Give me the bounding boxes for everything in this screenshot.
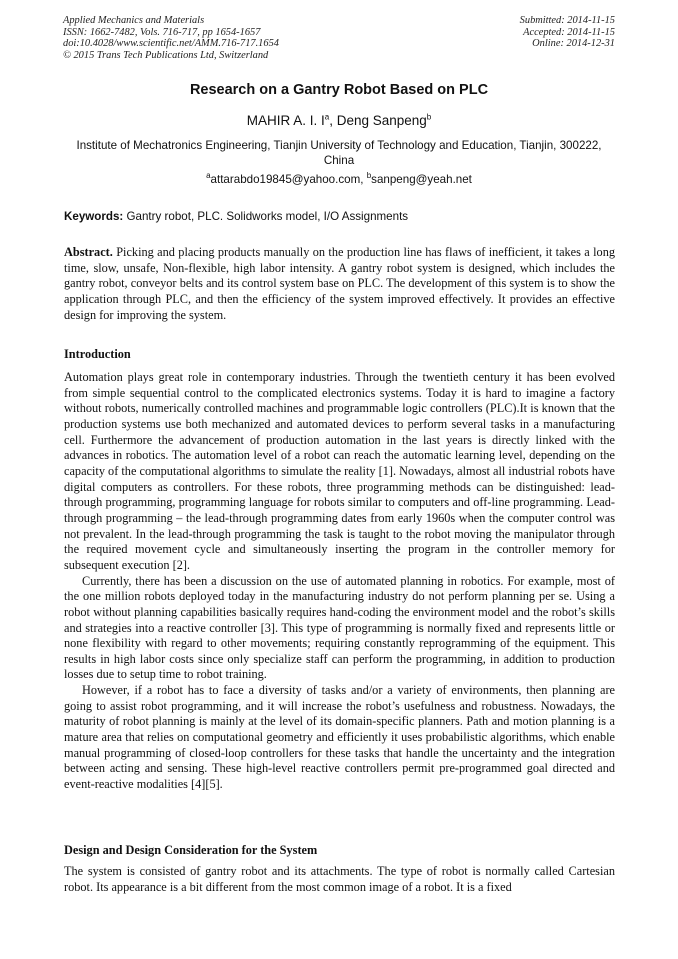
email-2-mark: b [366,171,372,181]
online-date: Online: 2014-12-31 [532,38,615,49]
section-heading-introduction: Introduction [64,347,131,361]
email-2: sanpeng@yeah.net [371,173,472,186]
keywords-label: Keywords: [64,210,124,223]
author-separator: , [329,113,337,128]
author-line [0,113,678,128]
intro-paragraph-2: Currently, there has been a discussion on the use of automated planning in robotics. For example, most of the one million robots deployed today in the manufacturing industry do not perform planning per se. Using a robot without planning capabilities basically requires hand-coding the environment model and the robot’s skills and strategies into a reactive controller [3]. This type of programming is normally fixed and represents little or none flexibility with regard to other movements; requiring constantly reprogramming of the equipment. This results in high labor costs since only specialize staff can perform the programming, in addition to production losses due to setup time to robot training. [64,573,615,682]
journal-name: Applied Mechanics and Materials [63,15,205,26]
section-heading-design: Design and Design Consideration for the System [64,843,318,857]
keywords [64,210,616,223]
intro-paragraph-3: However, if a robot has to face a diversity of tasks and/or a variety of environments, then planning are going to assist robot programming, and it will increase the robot’s usefulness and robustness. Nowadays, the maturity of robot planning is mainly at the level of its domain-specific planners. Path and motion planning is a mature area that relies on computational geometry and efficiently it uses probabilistic algorithms, which enable manual programming of closed-loop controllers for these tasks that handle the uncertainty and the integration between acting and sensing. These high-level reactive controllers permit pre-programmed goal directed and event-reactive modalities [4][5]. [64,683,615,792]
doi-line: doi:10.4028/www.scientific.net/AMM.716-717.1654 [63,38,279,49]
journal-header-right [520,15,615,50]
abstract-paragraph [64,245,615,323]
copyright-line: © 2015 Trans Tech Publications Ltd, Switzerland [63,49,269,61]
paper-title: Research on a Gantry Robot Based on PLC [189,82,489,98]
abstract-label: Abstract. [64,245,113,259]
email-1-mark: a [206,171,211,181]
author-1-affil-mark: a [324,112,330,122]
design-paragraph-1: The system is consisted of gantry robot and its attachments. The type of robot is normally called Cartesian robot. Its appearance is a bit different from the most common image of a robot. It is a fixed [64,864,615,894]
author-1: MAHIR A. I. I [246,113,325,128]
abstract [64,245,615,323]
abstract-text: Picking and placing products manually on the production line has flaws of inefficient, it takes a long time, slow, unsafe, Non-flexible, high labor intensity. A gantry robot system is designed, which includes the gantry robot, conveyor belts and its control system base on PLC. The development of this system is to show the application through PLC, and then the efficiency of the system improved effectively. It provides an effective design for improving the system. [64,245,615,322]
author-2-affil-mark: b [426,112,432,122]
email-separator: , [360,173,367,186]
issn-line: ISSN: 1662-7482, Vols. 716-717, pp 1654-1657 [63,26,261,38]
introduction-body [64,370,615,793]
journal-header-left [63,15,279,61]
email-1: attarabdo19845@yahoo.com [210,173,361,186]
keywords-text: Gantry robot, PLC. Solidworks model, I/O Assignments [123,210,409,223]
author-2: Deng Sanpeng [336,113,427,128]
affiliation: Institute of Mechatronics Engineering, Tianjin University of Technology and Education, Tianjin, 300222, China [76,139,602,167]
email-line [0,173,678,186]
intro-paragraph-1: Automation plays great role in contemporary industries. Through the twentieth century it has been evolved from simple sequential control to the complicated electronics systems. Today it is hard to imagine a factory without robots, numerically controlled machines and programmable logic controllers (PLC).It is known that the production systems use both mechanized and automated devices to perform several tasks in a manufacturing cell. Furthermore the advancement of production automation in the last years is directly linked with the advances in robotics. The automation level of a robot can reach the automatic learning level, depending on the capacity of the computational algorithms to simulate the reality [1]. Nowadays, almost all industrial robots have digital computers as controllers. For these robots, three programming methods can be distinguished: lead-through programming, programming language for robots similar to computers and off-line programming. Lead-through programming – the lead-through programming dates from early 1960s when the computer control was not prevalent. In the lead-through programming the task is taught to the robot moving the manipulator through the required movement cycle and simultaneously inserting the program in the controller memory for subsequent execution [2]. [64,370,615,572]
submitted-date: Submitted: 2014-11-15 [519,15,615,26]
accepted-date: Accepted: 2014-11-15 [523,26,615,38]
design-body [64,864,615,895]
